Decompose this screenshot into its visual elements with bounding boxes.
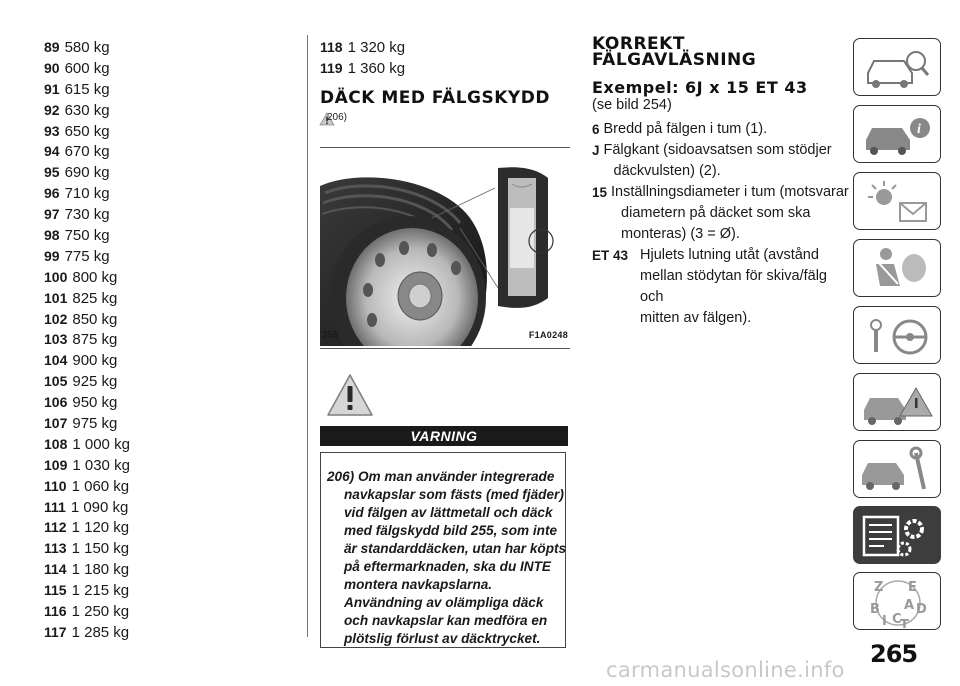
figure-number: 255 [322,330,339,341]
load-index-row [320,37,570,58]
warning-text-line: vid fälgen av lättmetall och däck [344,505,553,520]
example-subtitle: (se bild 254) [592,97,672,113]
load-index-code: 94 [44,143,60,160]
load-index-code: 114 [44,561,67,578]
rim-code-description-line: monteras) (3 = Ø). [621,226,740,242]
key-steering-wheel-icon [854,307,939,362]
example-title: Exempel: 6J x 15 ET 43 [592,78,808,97]
section-title-dack-med-falgskydd: DÄCK MED FÄLGSKYDD [320,87,550,108]
load-index-code: 103 [44,331,68,348]
car-warning-triangle-icon [854,374,939,429]
section-title-line1: KORREKT [592,34,685,54]
chapter-tab[interactable] [853,373,941,431]
rim-code-description-line: mitten av fälgen). [640,310,752,326]
rim-code-key: 15 [592,185,608,200]
rim-code-description [604,119,852,140]
load-index-row [44,497,294,518]
load-index-row [44,309,294,330]
load-index-weight: 1 250 kg [71,603,130,621]
load-index-row [44,267,294,288]
load-index-weight: 1 215 kg [71,582,130,600]
load-index-weight: 580 kg [64,39,110,56]
figure-code: F1A0248 [528,330,568,340]
load-index-code: 98 [44,227,60,244]
warning-text-line: på eftermarknaden, ska du INTE [344,559,551,574]
load-index-weight: 775 kg [64,247,110,265]
load-index-code: 119 [320,59,343,76]
load-index-code: 118 [320,39,343,55]
svg-text:E: E [908,580,917,595]
warning-reference: 206) [327,112,348,123]
load-index-code: 110 [44,477,67,494]
load-index-weight: 730 kg [64,206,110,224]
warning-triangle-icon [326,373,374,417]
load-index-row [44,517,294,538]
load-index-row [44,37,294,58]
load-index-list-continued [320,37,570,79]
load-index-row [44,225,294,246]
chapter-tab[interactable] [853,506,941,564]
rim-code-description-line: Hjulets lutning utåt (avstånd [640,247,819,263]
chapter-tab[interactable] [853,239,941,297]
load-index-row [320,58,570,79]
load-index-code: 93 [44,122,60,139]
load-index-code: 106 [44,394,68,411]
rim-code-item [592,119,852,140]
load-index-code: 107 [44,415,68,432]
rim-code-definitions [592,119,852,329]
load-index-row [44,622,294,643]
load-index-weight: 1 090 kg [70,498,129,516]
load-index-weight: 670 kg [64,143,110,161]
load-index-code: 101 [44,289,68,306]
section-title-line2: FÄLGAVLÄSNING [592,50,757,70]
load-index-weight: 710 kg [64,185,110,203]
load-index-code: 91 [44,80,60,97]
load-index-code: 108 [44,435,68,452]
load-index-row [44,476,294,497]
svg-text:T: T [900,618,909,628]
warning-banner: VARNING [320,426,568,446]
load-index-row [44,559,294,580]
warning-text-line: Användning av olämpliga däck [344,595,544,610]
load-index-weight: 690 kg [64,164,110,182]
load-index-row [44,183,294,204]
load-index-code: 115 [44,582,67,599]
load-index-weight: 875 kg [72,331,118,349]
load-index-list [44,37,294,643]
warning-text-line: navkapslar som fästs (med fjäder) [344,487,564,502]
column-3 [592,34,852,329]
load-index-row [44,413,294,434]
rim-code-key: ET 43 [592,248,629,263]
alphabet-index-icon [854,573,939,628]
load-index-row [44,434,294,455]
load-index-row [44,79,294,100]
load-index-weight: 615 kg [64,80,110,98]
rim-code-key: 6 [592,122,600,137]
load-index-weight: 950 kg [72,394,118,412]
load-index-code: 105 [44,373,68,390]
figure-255-wheel-illustration [320,147,570,349]
load-index-row [44,455,294,476]
load-index-code: 100 [44,268,68,285]
rim-code-description [640,245,852,329]
warning-text-line: är standarddäcken, utan har köpts [344,541,567,556]
page-number: 265 [870,640,918,668]
svg-text:B: B [870,602,880,617]
warning-text-line: plötslig förlust av däcktrycket. [344,631,541,646]
chapter-tab[interactable] [853,105,941,163]
load-index-code: 90 [44,59,60,76]
load-index-row [44,329,294,350]
rim-code-item [592,182,852,245]
load-index-row [44,538,294,559]
load-index-row [44,580,294,601]
load-index-code: 92 [44,101,60,118]
load-index-row [44,121,294,142]
warning-text-line: med fälgskydd bild 255, som inte [344,523,558,538]
load-index-weight: 1 030 kg [72,456,130,474]
rim-code-description-line: däckvulsten) (2). [613,163,721,179]
load-index-code: 97 [44,206,60,223]
wheel-image [320,148,570,346]
load-index-weight: 1 000 kg [72,435,130,453]
chapter-tab[interactable] [853,172,941,230]
load-index-weight: 1 360 kg [347,59,406,77]
svg-text:Z: Z [874,580,884,595]
svg-text:i: i [917,122,921,137]
rim-code-description-line: diametern på däcket som ska [621,205,811,221]
load-index-weight: 925 kg [72,373,118,391]
load-index-code: 117 [44,623,67,640]
load-index-row [44,100,294,121]
chapter-tab[interactable] [853,38,941,96]
section-title-korrekt-falgavlasning [592,34,852,70]
svg-text:C: C [892,612,902,627]
rim-code-description-line: mellan stödytan för skiva/fälg och [640,268,827,305]
load-index-weight: 900 kg [72,352,118,370]
load-index-weight: 975 kg [72,415,118,433]
load-index-row [44,392,294,413]
svg-text:I: I [882,614,887,628]
load-index-code: 111 [44,498,66,515]
load-index-code: 109 [44,456,68,473]
svg-text:D: D [916,602,927,617]
specs-gear-icon [854,507,939,562]
svg-text:A: A [904,598,915,613]
load-index-row [44,162,294,183]
load-index-weight: 650 kg [64,122,110,140]
car-info-icon [854,106,939,161]
seatbelt-airbag-icon [854,240,939,295]
column-divider [307,35,308,637]
load-index-code: 96 [44,185,60,202]
load-index-weight: 600 kg [64,59,110,77]
load-index-row [44,246,294,267]
load-index-code: 95 [44,164,60,181]
load-index-code: 112 [44,519,67,536]
load-index-row [44,371,294,392]
load-index-code: 113 [44,540,67,557]
rim-code-description [611,182,852,245]
load-index-row [44,204,294,225]
load-index-row [44,288,294,309]
car-wrench-icon [854,441,939,496]
load-index-weight: 1 320 kg [347,39,406,56]
warning-text-line: montera navkapslarna. [344,577,493,592]
load-index-code: 102 [44,310,68,327]
car-info-search-icon [854,39,939,94]
load-index-code: 116 [44,603,67,620]
warning-text [327,468,567,648]
load-index-weight: 825 kg [72,289,118,307]
load-index-weight: 1 120 kg [71,519,130,537]
load-index-weight: 1 150 kg [71,540,130,558]
load-index-weight: 800 kg [72,268,118,286]
column-2 [320,37,570,108]
load-index-weight: 1 285 kg [71,623,130,641]
rim-code-key: J [592,143,600,158]
load-index-row [44,58,294,79]
watermark: carmanualsonline.info [606,658,845,682]
rim-code-description [604,140,852,182]
load-index-code: 89 [44,39,60,55]
rim-code-description-line: Fälgkant (sidoavsatsen som stödjer [603,142,832,158]
load-index-row [44,141,294,162]
load-index-weight: 630 kg [64,101,110,119]
rim-code-description-line: Bredd på fälgen i tum (1). [603,121,768,137]
warning-lights-icon [854,173,939,228]
rim-code-item [592,245,852,329]
load-index-row [44,601,294,622]
warning-text-line: 206) Om man använder integrerade [327,469,555,484]
load-index-code: 99 [44,247,60,264]
load-index-row [44,350,294,371]
warning-text-line: och navkapslar kan medföra en [344,613,548,628]
rim-code-item [592,140,852,182]
chapter-tab[interactable] [853,440,941,498]
load-index-weight: 850 kg [72,310,118,328]
chapter-tab[interactable] [853,572,941,630]
load-index-code: 104 [44,352,68,369]
load-index-weight: 1 060 kg [71,477,130,495]
chapter-tab[interactable] [853,306,941,364]
rim-code-description-line: Inställningsdiameter i tum (motsvarar [611,184,849,200]
load-index-weight: 1 180 kg [71,561,130,579]
load-index-weight: 750 kg [64,227,110,245]
